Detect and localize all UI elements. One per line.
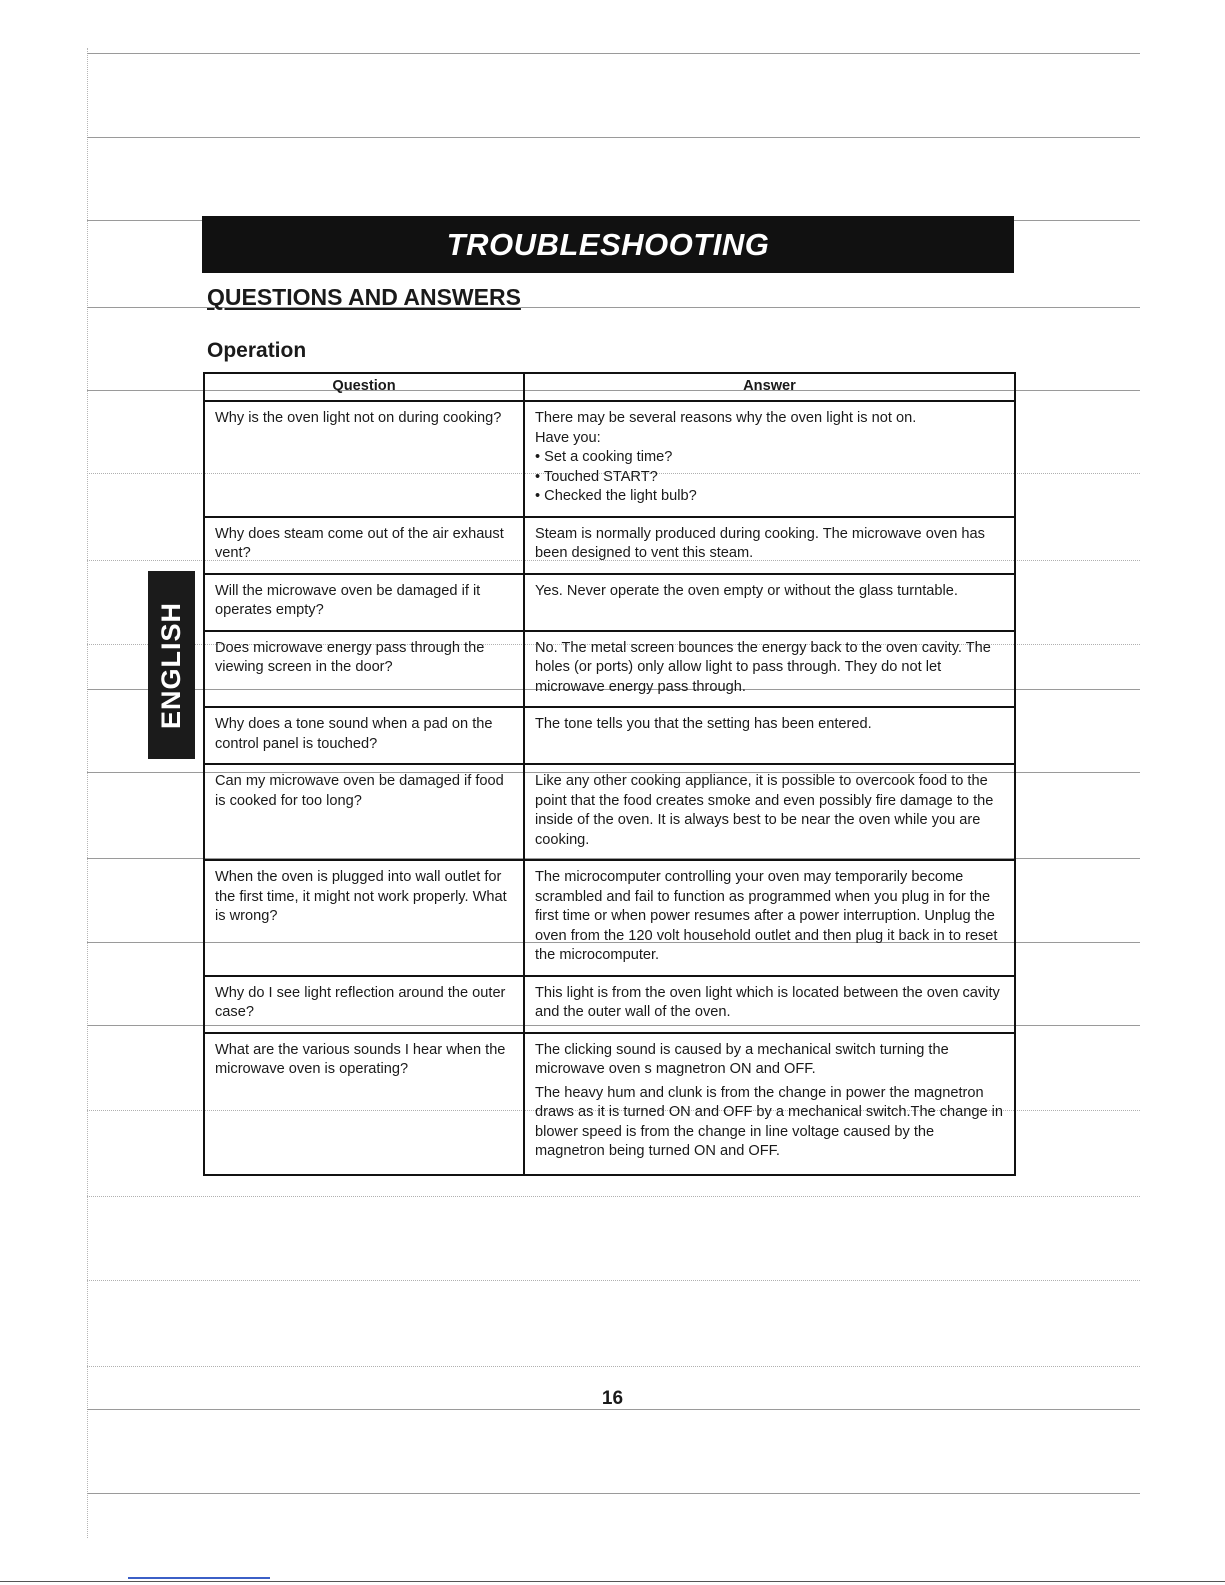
answer-cell: [524, 401, 1015, 517]
table-row: [204, 401, 1015, 517]
table-row: [204, 517, 1015, 574]
banner-title: TROUBLESHOOTING: [446, 226, 770, 262]
answer-paragraph: The tone tells you that the setting has been entered.: [535, 716, 872, 732]
answer-cell: [524, 1033, 1015, 1175]
answer-paragraph: No. The metal screen bounces the energy back to the oven cavity. The holes (or ports) only allow light to pass through. They do not let microwave energy pass through.: [535, 639, 991, 695]
page-banner: [202, 216, 1014, 273]
answer-paragraph: The clicking sound is caused by a mechanical switch turning the microwave oven s magnetron ON and OFF.: [535, 1041, 949, 1077]
margin-guide: [87, 48, 88, 1538]
guide-line: [87, 1196, 1140, 1197]
answer-paragraph: Steam is normally produced during cooking. The microwave oven has been designed to vent this steam.: [535, 525, 985, 561]
question-cell: Why does steam come out of the air exhaust vent?: [204, 517, 524, 574]
page-number: 16: [601, 1388, 624, 1409]
answer-line: Have you:: [535, 429, 601, 446]
answer-paragraph: The microcomputer controlling your oven may temporarily become scrambled and fail to function as programmed when you plug in for the first time or when power resumes after a power interruption. Unplug the oven from the 120 volt household outlet and then plug it back in to reset the microcomputer.: [535, 869, 998, 963]
answer-line: There may be several reasons why the oven light is not on.: [535, 410, 917, 426]
answer-cell: [524, 707, 1015, 764]
guide-line: [87, 137, 1140, 138]
page-bottom-link-underline: [128, 1577, 270, 1579]
answer-cell: [524, 574, 1015, 631]
question-cell: Does microwave energy pass through the viewing screen in the door?: [204, 631, 524, 708]
table-row: [204, 976, 1015, 1033]
answer-cell: [524, 517, 1015, 574]
answer-cell: [524, 860, 1015, 976]
guide-line: [87, 1280, 1140, 1281]
column-header-question: Question: [204, 373, 524, 401]
table-row: [204, 860, 1015, 976]
table-row: [204, 631, 1015, 708]
question-cell: Why is the oven light not on during cooking?: [204, 401, 524, 517]
answer-cell: [524, 976, 1015, 1033]
answer-cell: [524, 631, 1015, 708]
sub-heading: Operation: [207, 339, 307, 362]
table-row: [204, 574, 1015, 631]
question-cell: Why do I see light reflection around the outer case?: [204, 976, 524, 1033]
guide-line: [87, 53, 1140, 54]
language-tab-label: ENGLISH: [156, 601, 187, 729]
qa-table-body: [204, 401, 1015, 1175]
question-cell: What are the various sounds I hear when the microwave oven is operating?: [204, 1033, 524, 1175]
answer-line: • Touched START?: [535, 468, 658, 485]
answer-line: • Checked the light bulb?: [535, 488, 697, 504]
answer-paragraph: Yes. Never operate the oven empty or without the glass turntable.: [535, 582, 958, 599]
question-cell: Why does a tone sound when a pad on the control panel is touched?: [204, 707, 524, 764]
answer-cell: [524, 764, 1015, 860]
table-row: [204, 764, 1015, 860]
guide-line: [87, 1493, 1140, 1494]
question-cell: When the oven is plugged into wall outlet for the first time, it might not work properly. What is wrong?: [204, 860, 524, 976]
question-cell: Can my microwave oven be damaged if food is cooked for too long?: [204, 764, 524, 860]
guide-line: [87, 1366, 1140, 1367]
section-heading: QUESTIONS AND ANSWERS: [207, 284, 521, 310]
answer-paragraph: Like any other cooking appliance, it is possible to overcook food to the point that the food creates smoke and even possibly fire damage to the inside of the oven. It is always best to be near the oven while you are cooking.: [535, 773, 994, 848]
qa-table: [203, 372, 1016, 1176]
table-header-row: [204, 373, 1015, 401]
answer-line: • Set a cooking time?: [535, 449, 673, 465]
answer-paragraph: This light is from the oven light which is located between the oven cavity and the outer wall of the oven.: [535, 984, 1000, 1020]
question-cell: Will the microwave oven be damaged if it operates empty?: [204, 574, 524, 631]
page-bottom-border: [0, 1581, 1225, 1582]
language-tab: [148, 571, 195, 759]
column-header-answer: Answer: [524, 373, 1015, 401]
table-row: [204, 707, 1015, 764]
answer-paragraph: The heavy hum and clunk is from the change in power the magnetron draws as it is turned ON and OFF by a mechanical switch.The change in blower speed is from the change in line voltage caused by the magnetron being turned ON and OFF.: [535, 1084, 1004, 1159]
table-row: [204, 1033, 1015, 1175]
